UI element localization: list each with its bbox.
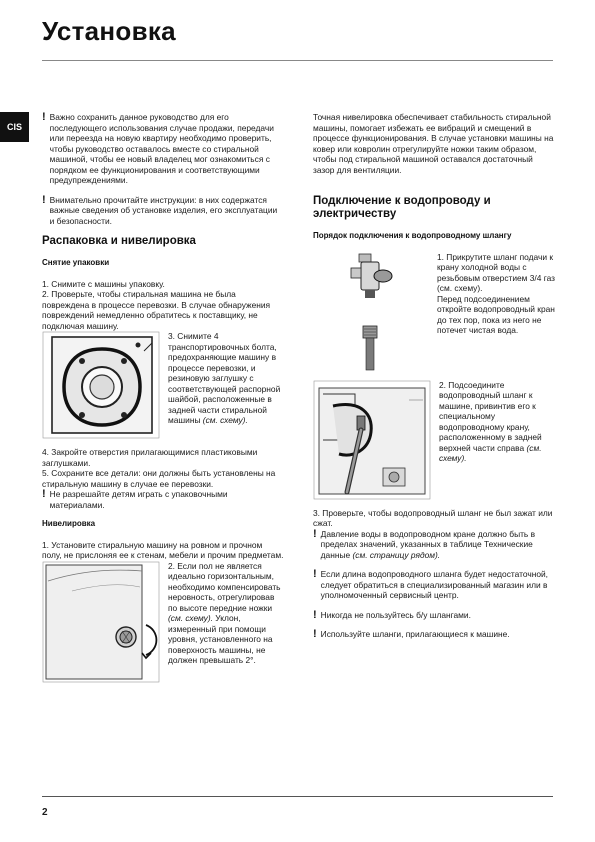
adjustable-foot-icon xyxy=(42,561,160,683)
warning-body: Давление воды в водопроводном кране должно быть в пределах значений, указанных в таблице Технические данные xyxy=(320,528,536,560)
tap-figure xyxy=(313,252,429,372)
warning-hose-length xyxy=(313,569,555,601)
machine-inlet-figure xyxy=(313,380,431,500)
footer-divider xyxy=(42,796,553,797)
warning-icon: ! xyxy=(313,568,317,580)
hose-step2 xyxy=(439,380,555,500)
section-title-unpacking: Распаковка и нивелировка xyxy=(42,235,196,247)
warning-icon: ! xyxy=(313,608,317,621)
warning-text: Если длина водопроводного шланга будет недостаточной, следует обратиться в специализированный магазин или в уполномоченный сервисный центр. xyxy=(320,569,548,600)
subheading-leveling: Нивелировка xyxy=(42,519,96,528)
warning-text: Используйте шланги, прилагающиеся к машине. xyxy=(320,629,510,639)
step3-body: 3. Снимите 4 транспортировочных болта, предохраняющие машину в процессе перевозки, и резиновую заглушку с соответствующей распорной шайбой, расположенные в задней части стиральной машины xyxy=(168,331,281,425)
step3-text xyxy=(168,331,284,439)
leveling-intro: Точная нивелировка обеспечивает стабильность стиральной машины, помогает избежать ее вибраций и смещений в процессе функционирования. В случае установки машины на ковер или ковролин отрегулируйте ножки таким образом, чтобы под стиральной машиной оставался достаточный зазор для вентиляции. xyxy=(313,112,554,175)
page-number: 2 xyxy=(42,807,48,818)
warning-icon: ! xyxy=(313,628,317,640)
unpack-steps: 1. Снимите с машины упаковку. 2. Проверьте, чтобы стиральная машина не была повреждена в процессе перевозки. В случае обнаружения повреждений немедленно обратитесь к поставщику, не подключая машину. xyxy=(42,278,271,331)
transport-bolts-block xyxy=(42,331,284,439)
warning-text: Внимательно прочитайте инструкции: в них содержатся важные сведения об установке изделия, его эксплуатации и безопасности. xyxy=(49,194,278,226)
warning-water-pressure xyxy=(313,529,555,561)
step3-ref: (см. схему). xyxy=(202,415,248,425)
washer-foot-figure xyxy=(42,561,160,683)
hose-step3: 3. Проверьте, чтобы водопроводный шланг не был зажат или сжат. xyxy=(313,507,553,528)
level-step2-ref: (см. схему). xyxy=(168,613,213,623)
section-title-connection: Подключение к водопроводу и электричеству xyxy=(313,195,491,220)
level-step2-tail: Уклон, измеренный при помощи уровня, установленного на поверхность машины, не должен превышать 2°. xyxy=(168,613,273,665)
warning-icon: ! xyxy=(42,111,46,123)
warning-text xyxy=(321,529,555,561)
washer-back-icon xyxy=(42,331,160,439)
warning-supplied-hoses xyxy=(313,629,555,640)
subheading-unpacking: Снятие упаковки xyxy=(42,258,110,267)
water-tap-icon xyxy=(313,252,429,372)
page-title: Установка xyxy=(42,16,176,46)
language-tab: CIS xyxy=(0,112,29,142)
hose-step1: 1. Прикрутите шланг подачи к крану холодной воды с резьбовым отверстием 3/4 газ (см. схему). Перед подсоединением откройте водопроводный кран до тех пор, пока из него не потечет чистая вода. xyxy=(437,251,556,335)
warning-children xyxy=(42,489,284,510)
warning-text: Не разрешайте детям играть с упаковочными материалами. xyxy=(49,489,228,510)
tap-connection-block xyxy=(313,252,555,372)
machine-inlet-icon xyxy=(313,380,431,500)
steps-4-5: 4. Закройте отверстия прилагающимися пластиковыми заглушками. 5. Сохраните все детали: они должны быть установлены на стиральную машину в случае ее перевозки. xyxy=(42,447,276,489)
warning-text: Важно сохранить данное руководство для его последующего использования случае продажи, передачи или переезда на новую квартиру необходимо проверить, чтобы руководство оставалось вместе со стиральной машиной, чтобы ее новый владелец мог ознакомиться с порядком ее функционирования и соответствующими предупреждениями. xyxy=(49,112,274,185)
hose-step2-body: 2. Подсоедините водопроводный шланг к машине, привинтив его к специальному водопроводному крану, расположенному в задней верхней части справа xyxy=(439,379,542,453)
hose-step2-ref: (см. схему). xyxy=(439,442,542,463)
warning-icon: ! xyxy=(42,193,46,206)
machine-connection-block xyxy=(313,380,555,500)
washer-back-figure xyxy=(42,331,160,439)
level-step1: 1. Установите стиральную машину на ровном и прочном полу, не прислоняя ее к стенам, мебели и прочим предметам. xyxy=(42,539,284,560)
right-column xyxy=(313,112,555,649)
title-divider xyxy=(42,60,553,61)
warning-text: Никогда не пользуйтесь б/у шлангами. xyxy=(320,609,471,620)
warning-ref: (см. страницу рядом). xyxy=(352,549,441,560)
level-step2 xyxy=(168,561,284,683)
warning-icon: ! xyxy=(42,488,46,500)
warning-read-instructions xyxy=(42,195,284,227)
leveling-block xyxy=(42,561,284,683)
warning-used-hoses xyxy=(313,610,555,621)
level-step2-body: 2. Если пол не является идеально горизонтальным, необходимо компенсировать неровность, отрегулировав по высоте передние ножки xyxy=(168,560,281,613)
left-column xyxy=(42,112,284,691)
warning-keep-manual xyxy=(42,112,284,186)
warning-icon: ! xyxy=(313,527,317,540)
subheading-hose: Порядок подключения к водопроводному шлангу xyxy=(313,231,512,240)
